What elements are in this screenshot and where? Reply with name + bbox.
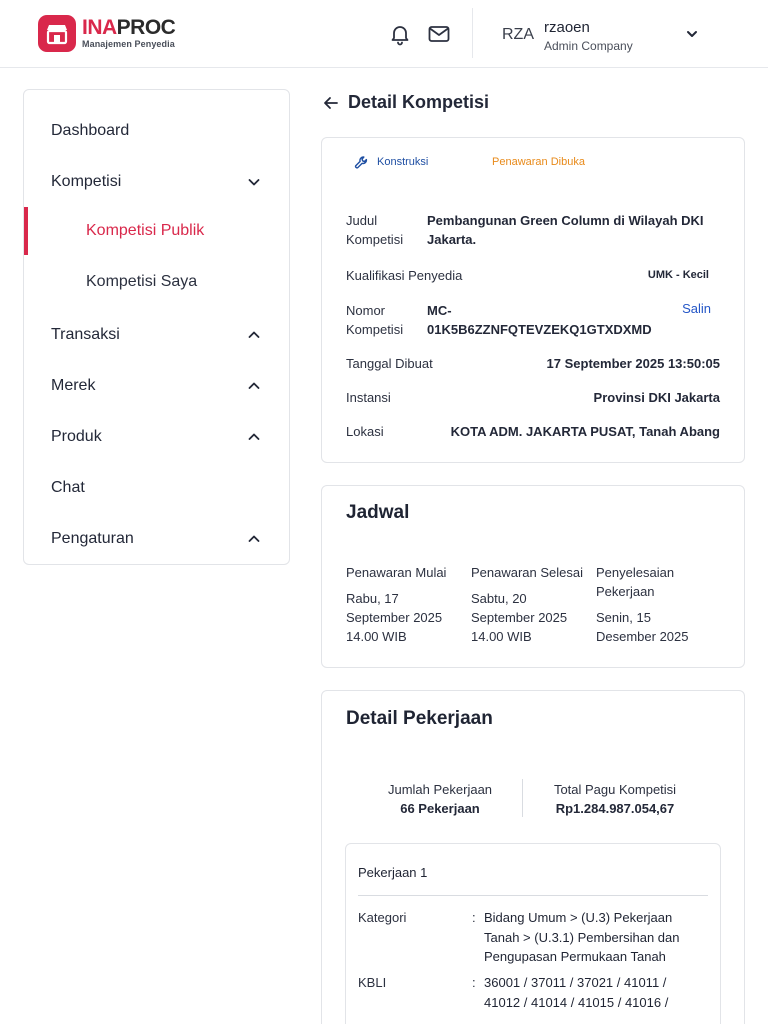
chevron-up-icon <box>246 429 262 445</box>
brand-name: INAPROC <box>82 16 176 39</box>
job-detail-card <box>321 690 745 1024</box>
sidebar-item-kompetisi-publik[interactable] <box>24 207 289 255</box>
kbli-label: KBLI <box>358 975 387 990</box>
sidebar-item-label: Dashboard <box>51 122 130 139</box>
total-budget-summary <box>544 780 686 818</box>
kategori-label: Kategori <box>358 910 407 925</box>
job-item-title: Pekerjaan 1 <box>358 865 428 880</box>
job-item-card <box>345 843 721 1024</box>
sidebar-item-merek[interactable] <box>24 362 289 410</box>
instansi-value: Provinsi DKI Jakarta <box>593 390 720 405</box>
detail-card <box>321 137 745 463</box>
schedule-value: Sabtu, 20 September 2025 14.00 WIB <box>471 591 568 644</box>
mail-icon[interactable] <box>427 22 451 46</box>
chevron-down-icon[interactable] <box>684 26 700 42</box>
schedule-value: Senin, 15 Desember 2025 <box>596 610 689 644</box>
sidebar-item-label: Produk <box>51 428 102 445</box>
sidebar-item-label: Kompetisi <box>51 173 122 190</box>
colon: : <box>472 975 476 990</box>
judul-value: Pembangunan Green Column di Wilayah DKI Jakarta. <box>427 213 704 247</box>
sidebar-item-produk[interactable] <box>24 413 289 461</box>
kualifikasi-value: UMK - Kecil <box>647 269 709 281</box>
top-header <box>0 0 768 68</box>
store-icon <box>38 15 76 52</box>
schedule-title: Jadwal <box>346 502 410 523</box>
header-divider <box>472 8 473 58</box>
app-logo[interactable] <box>38 15 198 53</box>
total-budget-value: Rp1.284.987.054,67 <box>555 801 675 816</box>
status-badge: Penawaran Dibuka <box>492 156 585 168</box>
nomor-value: MC- 01K5B6ZZNFQTEVZEKQ1GTXDXMD <box>427 303 652 337</box>
lokasi-label: Lokasi <box>346 424 384 439</box>
user-role: Admin Company <box>544 39 633 53</box>
sidebar <box>23 89 290 565</box>
summary-divider <box>522 779 523 817</box>
bell-icon[interactable] <box>388 22 412 46</box>
copy-button[interactable]: Salin <box>682 301 711 316</box>
schedule-value: Rabu, 17 September 2025 14.00 WIB <box>346 591 443 644</box>
wrench-icon <box>354 155 369 170</box>
kualifikasi-label: Kualifikasi Penyedia <box>346 268 463 283</box>
divider <box>358 895 708 896</box>
sidebar-item-transaksi[interactable] <box>24 311 289 359</box>
sidebar-item-label: Transaksi <box>51 326 120 343</box>
lokasi-value: KOTA ADM. JAKARTA PUSAT, Tanah Abang <box>450 424 720 439</box>
sidebar-item-label: Kompetisi Saya <box>86 273 198 290</box>
nomor-label: Nomor Kompetisi <box>346 303 404 337</box>
schedule-card <box>321 485 745 668</box>
schedule-column <box>596 563 718 646</box>
sidebar-item-label: Pengaturan <box>51 530 134 547</box>
sidebar-item-label: Chat <box>51 479 85 496</box>
kategori-value: Bidang Umum > (U.3) Pekerjaan Tanah > (U.3.1) Pembersihan dan Pengupasan Permukaan Tanah <box>484 910 680 964</box>
schedule-head: Penyelesaian Pekerjaan <box>596 565 675 599</box>
chevron-down-icon <box>246 174 262 190</box>
chevron-up-icon <box>246 378 262 394</box>
tanggal-value: 17 September 2025 13:50:05 <box>546 356 720 371</box>
sidebar-item-dashboard[interactable] <box>24 107 289 155</box>
sidebar-item-label: Merek <box>51 377 96 394</box>
user-initials[interactable]: RZA <box>502 26 534 43</box>
job-detail-title: Detail Pekerjaan <box>346 708 493 729</box>
total-budget-label: Total Pagu Kompetisi <box>553 782 677 797</box>
chevron-up-icon <box>246 327 262 343</box>
instansi-label: Instansi <box>346 390 391 405</box>
schedule-head: Penawaran Mulai <box>346 565 447 580</box>
colon: : <box>472 910 476 925</box>
job-count-value: 66 Pekerjaan <box>400 801 480 816</box>
judul-label: Judul Kompetisi <box>346 213 404 247</box>
job-count-summary <box>382 780 498 818</box>
user-name[interactable]: rzaoen <box>544 19 590 36</box>
sidebar-item-pengaturan[interactable] <box>24 515 289 563</box>
tanggal-label: Tanggal Dibuat <box>346 356 433 371</box>
category-tag: Konstruksi <box>377 156 429 168</box>
schedule-column <box>471 563 593 646</box>
sidebar-item-kompetisi[interactable] <box>24 158 289 206</box>
sidebar-item-kompetisi-saya[interactable] <box>24 258 289 306</box>
sidebar-item-label: Kompetisi Publik <box>86 222 205 239</box>
schedule-head: Penawaran Selesai <box>471 565 584 580</box>
sidebar-item-chat[interactable] <box>24 464 289 512</box>
chevron-up-icon <box>246 531 262 547</box>
brand-subtitle: Manajemen Penyedia <box>82 39 175 49</box>
job-count-label: Jumlah Pekerjaan <box>387 782 493 797</box>
schedule-column <box>346 563 468 646</box>
active-indicator <box>24 207 28 255</box>
back-arrow-icon[interactable] <box>322 94 340 112</box>
page-title: Detail Kompetisi <box>348 92 490 112</box>
kbli-value: 36001 / 37011 / 37021 / 41011 / 41012 / 41014 / 41015 / 41016 / <box>484 975 669 1010</box>
